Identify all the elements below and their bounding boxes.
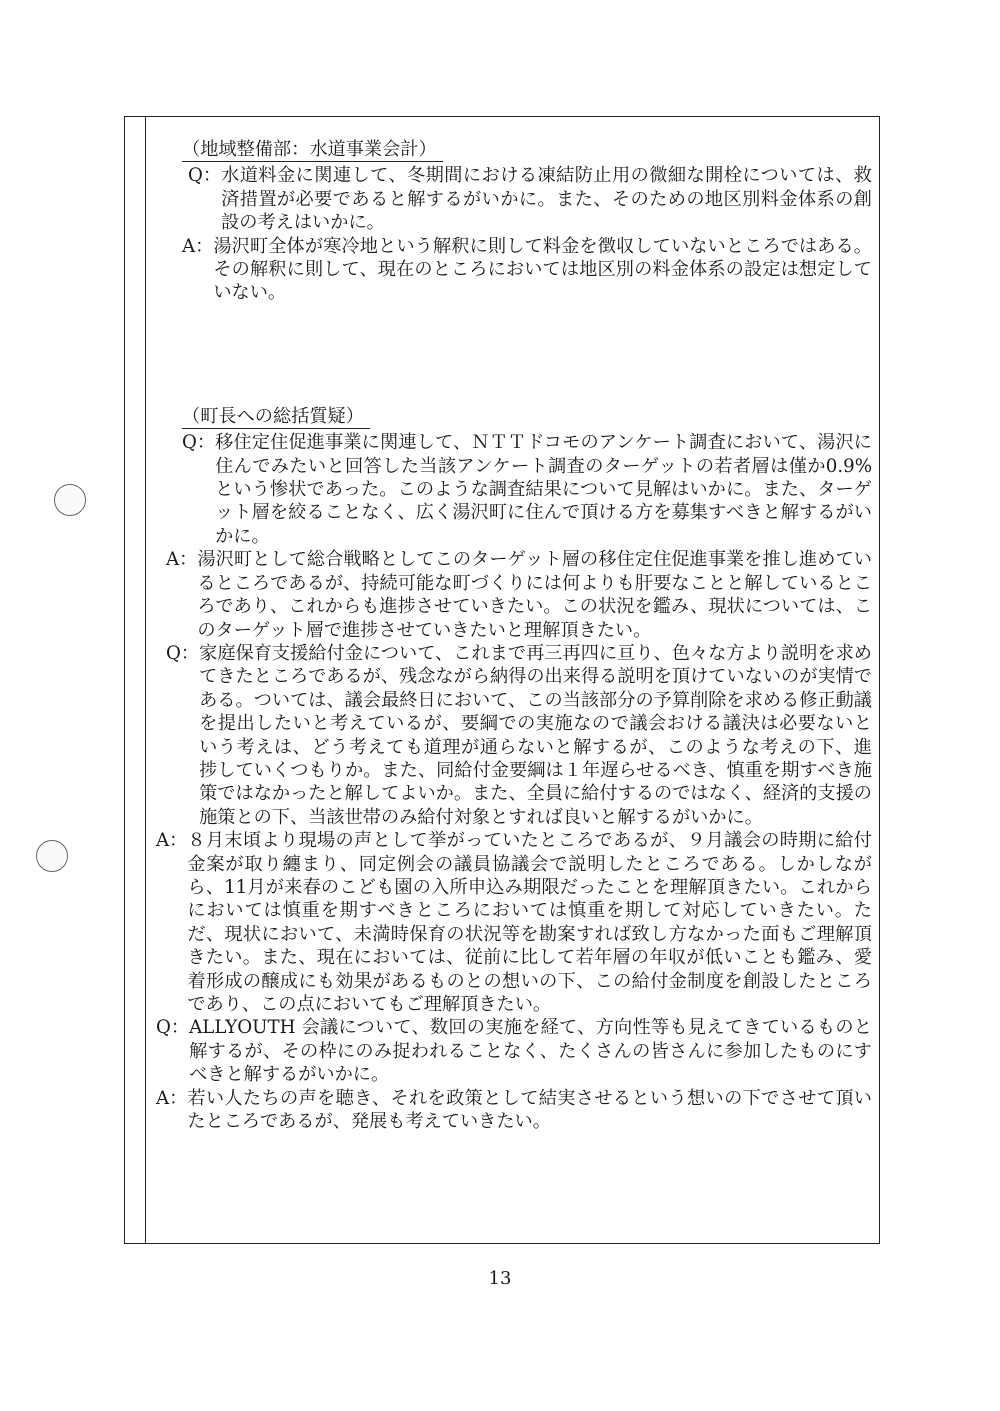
question-text: 移住定住促進事業に関連して、ＮＴＴドコモのアンケート調査において、湯沢に住んでみたいと回答した当該アンケート調査のターゲットの若者層は僅か0.9%という惨状であった。このような調査結果について見解はいかに。また、ターゲット層を絞ることなく、広く湯沢町に住んで頂ける方を募集すべきと解するがいかに。 — [215, 432, 872, 547]
question-text: 水道料金に関連して、冬期間における凍結防止用の微細な開栓については、救済措置が必要であると解するがいかに。また、そのための地区別料金体系の創設の考えはいかに。 — [221, 165, 872, 234]
section-water-utility — [156, 138, 872, 305]
answer-item — [166, 548, 872, 642]
question-label: Q： — [182, 432, 216, 454]
page-number: 13 — [488, 1268, 512, 1289]
section-heading: （地域整備部：水道事業会計） — [182, 138, 443, 162]
question-item — [188, 164, 872, 234]
margin-rule — [145, 116, 146, 1244]
section-heading: （町長への総括質疑） — [182, 405, 370, 429]
question-item — [156, 1016, 872, 1086]
answer-item — [182, 235, 872, 305]
question-item — [166, 642, 872, 829]
answer-label: A： — [182, 235, 214, 257]
answer-text: 若い人たちの声を聴き、それを政策として結実させるという想いの下でさせて頂いたところであるが、発展も考えていきたい。 — [187, 1087, 872, 1133]
section-mayor-questions — [156, 405, 872, 1134]
answer-text: 湯沢町として総合戦略としてこのターゲット層の移住定住促進事業を推し進めているところであるが、持続可能な町づくりには何よりも肝要なことと解しているところであり、これからも進捗させていきたい。この状況を鑑み、現状については、このターゲット層で進捗させていきたいと理解頂きたい。 — [197, 549, 872, 641]
question-label: Q： — [166, 642, 200, 664]
answer-label: A： — [156, 1087, 188, 1109]
answer-label: A： — [166, 549, 198, 571]
answer-item — [156, 829, 872, 1016]
question-label: Q： — [156, 1017, 190, 1039]
answer-item — [156, 1087, 872, 1134]
answer-text: ８月末頃より現場の声として挙がっていたところであるが、９月議会の時期に給付金案が取り纏まり、同定例会の議員協議会で説明したところである。しかしながら、11月が来春のこども園の入所申込み期限だったことを理解頂きたい。これからにおいては慎重を期すべきところにおいては慎重を期して対応していきたい。ただ、現状において、未満時保育の状況等を勘案すれば致し方なかった面もご理解頂きたい。また、現在においては、従前に比して若年層の年収が低いことも鑑み、愛着形成の醸成にも効果があるものとの想いの下、この給付金制度を創設したところであり、この点においてもご理解頂きたい。 — [187, 830, 872, 1015]
answer-label: A： — [156, 830, 188, 852]
answer-text: 湯沢町全体が寒冷地という解釈に則して料金を徴収していないところではある。その解釈に則して、現在のところにおいては地区別の料金体系の設定は想定していない。 — [213, 235, 872, 304]
question-item — [182, 431, 872, 548]
document-body — [156, 138, 872, 1133]
question-label: Q： — [188, 165, 222, 187]
punch-hole-bottom — [36, 840, 68, 872]
punch-hole-top — [54, 484, 86, 516]
question-text: 家庭保育支援給付金について、これまで再三再四に亘り、色々な方より説明を求めてきたところであるが、残念ながら納得の出来得る説明を頂けていないのが実情である。ついては、議会最終日において、この当該部分の予算削除を求める修正動議を提出したいと考えているが、要綱での実施なので議会おける議決は必要ないという考えは、どう考えても道理が通らないと解するが、このような考えの下、進捗していくつもりか。また、同給付金要綱は１年遅らせるべき、慎重を期すべき施策ではなかったと解してよいか。また、全員に給付するのではなく、経済的支援の施策との下、当該世帯のみ給付対象とすれば良いと解するがいかに。 — [199, 642, 872, 828]
question-text: ALLYOUTH 会議について、数回の実施を経て、方向性等も見えてきているものと解するが、その枠にのみ捉われることなく、たくさんの皆さんに参加したものにすべきと解するがいかに。 — [189, 1017, 872, 1086]
